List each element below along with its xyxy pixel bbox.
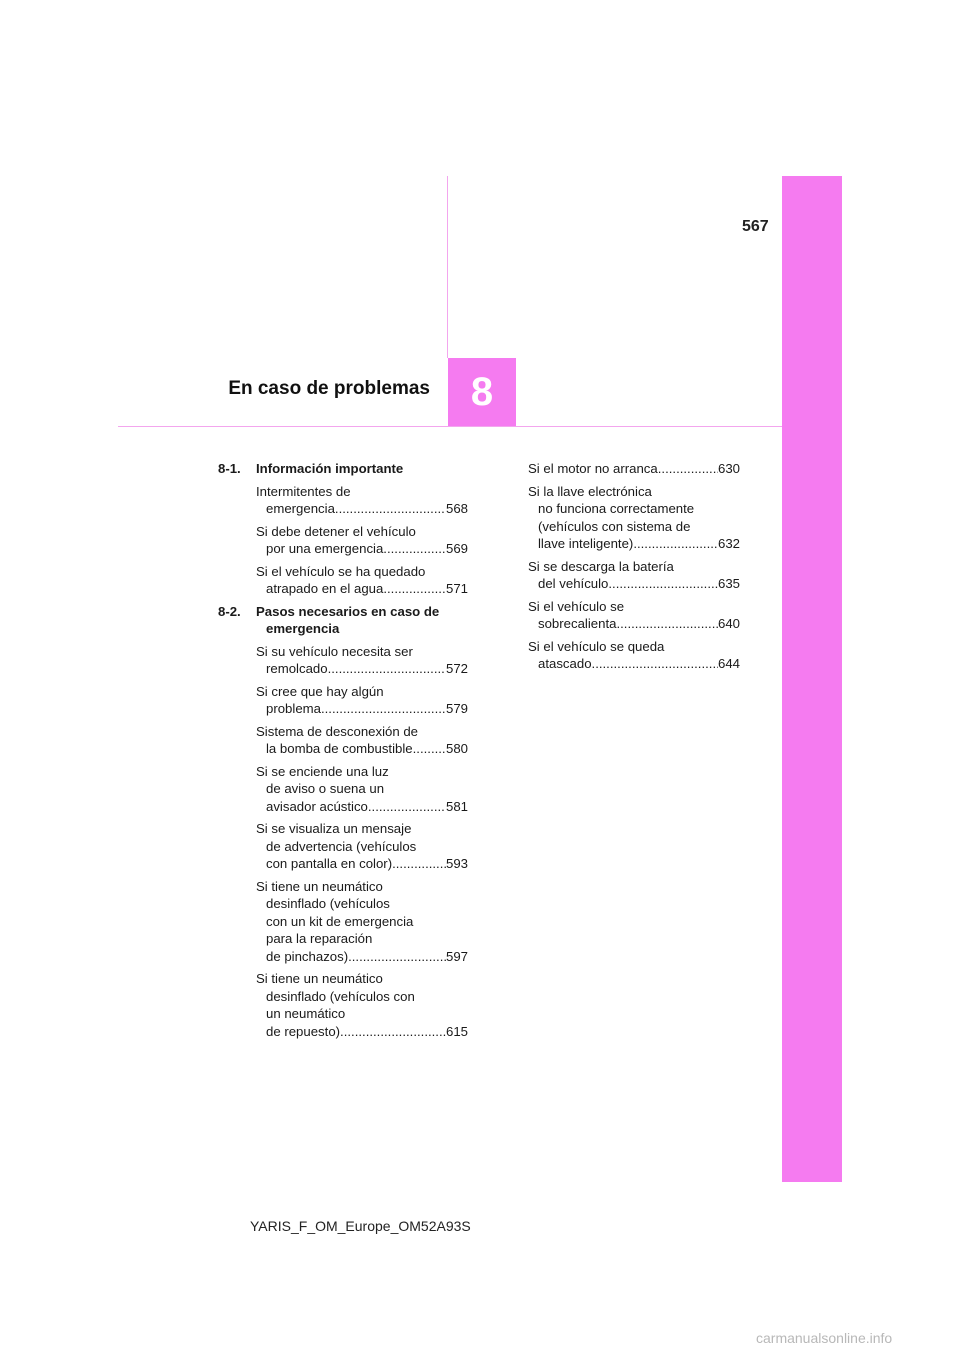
vertical-rule [447,176,448,358]
entry-page: 640 [717,616,740,631]
entry-line: Si cree que hay algún [256,683,384,699]
watermark: carmanualsonline.info [756,1330,893,1346]
toc-section-heading[interactable] [218,603,468,638]
toc-entry[interactable] [256,683,468,718]
toc-entry[interactable] [256,970,468,1040]
entry-line: Intermitentes de [256,483,351,499]
entry-page: 615 [445,1023,468,1039]
toc-entry[interactable] [256,763,468,816]
entry-last-line: avisador acústico [266,798,368,814]
entry-line: Si debe detener el vehículo [256,523,416,539]
entry-line: con un kit de emergencia [266,913,414,929]
chapter-number-box: 8 [448,358,516,426]
entry-last-line: problema [266,701,321,716]
entry-last-line: por una emergencia [266,541,384,556]
toc-entry[interactable] [528,460,740,478]
toc-entry[interactable] [528,558,740,593]
toc-entry[interactable] [256,523,468,558]
entry-page: 581 [445,798,468,814]
entry-page: 572 [445,661,468,676]
section-title-line: emergencia [266,621,340,636]
entry-line: un neumático [266,1006,346,1021]
entry-line: para la reparación [266,931,373,946]
toc-entry[interactable] [528,598,740,633]
entry-line: Sistema de desconexión de [256,723,419,739]
section-number: 8-1. [218,461,241,476]
toc-section-heading[interactable] [218,460,468,478]
entry-last-line: atascado [538,656,592,671]
toc-entry[interactable] [256,878,468,966]
entry-line: (vehículos con sistema de [538,518,691,534]
entry-last-line: emergencia [266,501,335,516]
toc-entry[interactable] [256,723,468,758]
entry-line: Si se visualiza un mensaje [256,821,412,836]
entry-page: 568 [445,501,468,516]
page-number: 567 [742,218,769,235]
entry-last-line: llave inteligente) [538,536,634,551]
section-number: 8-2. [218,603,241,619]
section-title-line: Pasos necesarios en caso de [256,603,440,619]
entry-line: Si se enciende una luz [256,763,389,779]
document-footer: YARIS_F_OM_Europe_OM52A93S [250,1218,471,1234]
entry-line: Si el vehículo se [528,598,625,614]
toc-left-column [218,460,468,1045]
entry-last-line: la bomba de combustible [266,741,413,756]
chapter-side-tab [782,176,842,1182]
entry-last-line: remolcado [266,661,328,676]
horizontal-rule [118,426,782,427]
entry-line: Si su vehículo necesita ser [256,643,413,659]
entry-page: 569 [445,541,468,556]
entry-line: de aviso o suena un [266,781,385,796]
toc-entry[interactable] [256,643,468,678]
entry-line: Si tiene un neumático [256,971,383,986]
entry-line: Si tiene un neumático [256,878,383,894]
entry-last-line: de repuesto) [266,1023,341,1039]
entry-page: 571 [445,581,468,596]
entry-last-line: Si el motor no arranca [528,461,658,476]
entry-last-line: de pinchazos) [266,948,349,964]
section-title-line: Información importante [256,461,404,476]
entry-page: 593 [445,856,468,871]
entry-page: 597 [445,948,468,964]
entry-last-line: con pantalla en color) [266,856,393,871]
entry-page: 579 [445,701,468,716]
entry-line: no funciona correctamente [538,501,695,516]
entry-last-line: sobrecalienta [538,616,617,631]
entry-last-line: atrapado en el agua [266,581,384,596]
entry-page: 580 [445,741,468,756]
entry-page: 630 [717,461,740,476]
toc-entry[interactable] [528,483,740,553]
toc-entry[interactable] [528,638,740,673]
entry-line: Si el vehículo se queda [528,638,665,654]
entry-line: desinflado (vehículos con [266,988,415,1004]
entry-line: desinflado (vehículos [266,896,390,911]
toc-entry[interactable] [256,820,468,873]
entry-page: 632 [717,536,740,551]
entry-page: 644 [717,656,740,671]
toc-entry[interactable] [256,563,468,598]
entry-last-line: del vehículo [538,576,609,591]
entry-line: Si la llave electrónica [528,483,652,499]
entry-line: Si se descarga la batería [528,558,674,574]
toc-entry[interactable] [256,483,468,518]
chapter-title: En caso de problemas [228,378,430,399]
toc-right-column [528,460,740,678]
entry-line: de advertencia (vehículos [266,838,417,854]
entry-line: Si el vehículo se ha quedado [256,563,426,579]
entry-page: 635 [717,576,740,591]
